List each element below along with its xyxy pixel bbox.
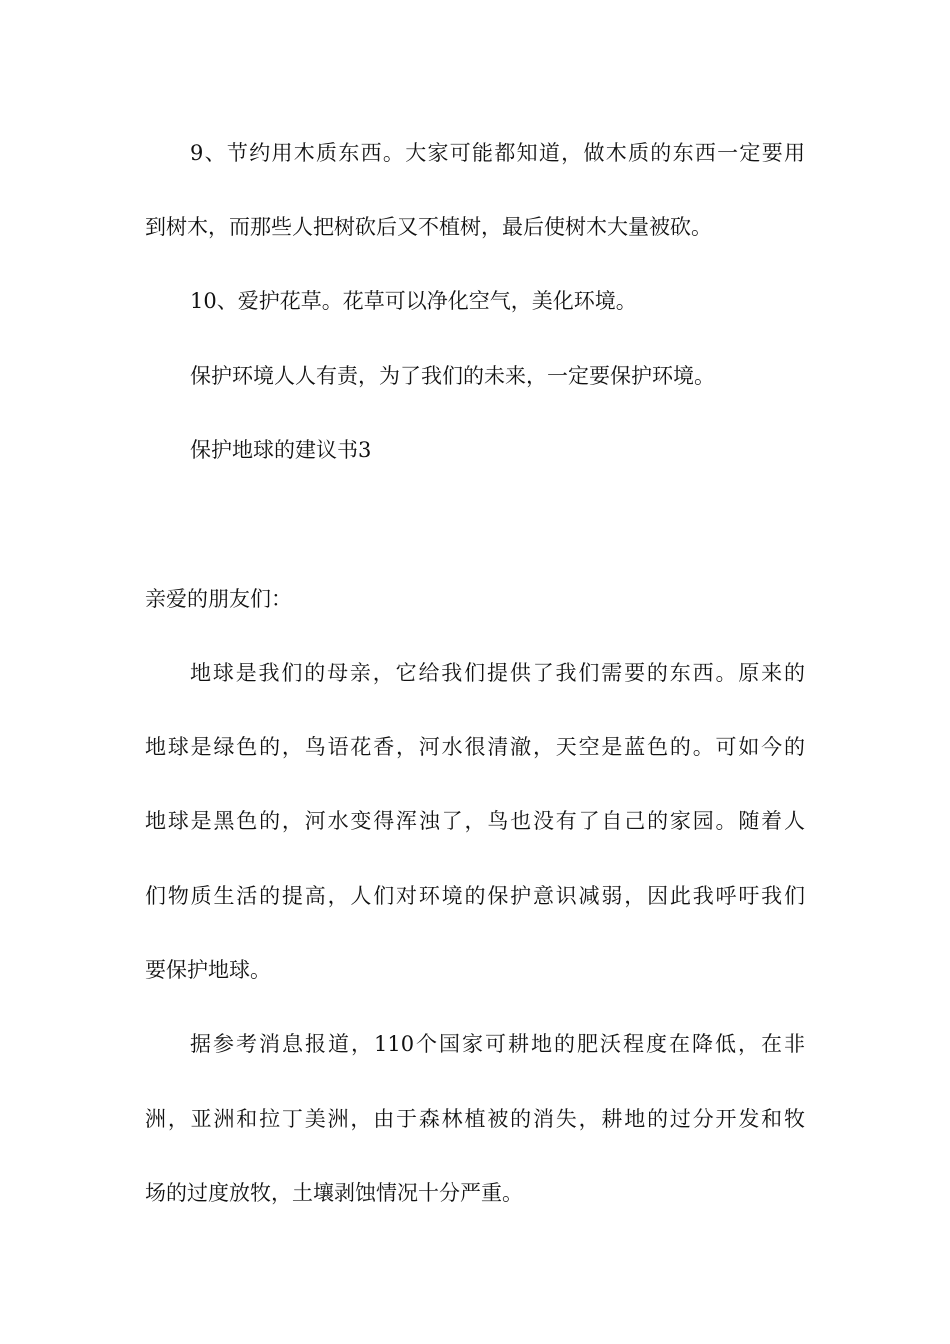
text-line: 保护环境人人有责，为了我们的未来，一定要保护环境。 — [190, 364, 715, 388]
salutation — [0, 584, 950, 614]
text-line: 要保护地球。 — [145, 958, 271, 982]
text-line: 洲，亚洲和拉丁美洲，由于森林植被的消失，耕地的过分开发和牧 — [145, 1107, 805, 1131]
paragraph-7-line-3 — [0, 1178, 950, 1208]
paragraph-2-line-1 — [0, 286, 950, 316]
paragraph-6-line-4 — [0, 881, 950, 911]
text-line: 到树木，而那些人把树砍后又不植树，最后使树木大量被砍。 — [145, 215, 712, 239]
text-line: 据参考消息报道，110个国家可耕地的肥沃程度在降低，在非 — [190, 1032, 805, 1056]
text-line: 地球是绿色的，鸟语花香，河水很清澈，天空是蓝色的。可如今的 — [145, 735, 805, 759]
text-line: 地球是黑色的，河水变得浑浊了，鸟也没有了自己的家园。随着人 — [145, 809, 805, 833]
text-line: 9、节约用木质东西。大家可能都知道，做木质的东西一定要用 — [190, 141, 805, 165]
text-line: 地球是我们的母亲，它给我们提供了我们需要的东西。原来的 — [190, 661, 805, 685]
paragraph-6-line-5 — [0, 955, 950, 985]
paragraph-6-line-2 — [0, 732, 950, 762]
paragraph-6-line-3 — [0, 806, 950, 836]
paragraph-3-line-1 — [0, 361, 950, 391]
paragraph-1-line-2 — [0, 212, 950, 242]
paragraph-6-line-1 — [0, 658, 950, 688]
paragraph-1-line-1 — [0, 138, 950, 168]
paragraph-7-line-2 — [0, 1104, 950, 1134]
text-line: 10、爱护花草。花草可以净化空气，美化环境。 — [190, 289, 637, 313]
text-line: 们物质生活的提高，人们对环境的保护意识减弱，因此我呼吁我们 — [145, 884, 805, 908]
text-line: 场的过度放牧，土壤剥蚀情况十分严重。 — [145, 1181, 523, 1205]
salutation-text: 亲爱的朋友们： — [145, 587, 292, 611]
paragraph-7-line-1 — [0, 1029, 950, 1059]
section-heading — [0, 435, 950, 465]
heading-text: 保护地球的建议书3 — [190, 438, 372, 462]
